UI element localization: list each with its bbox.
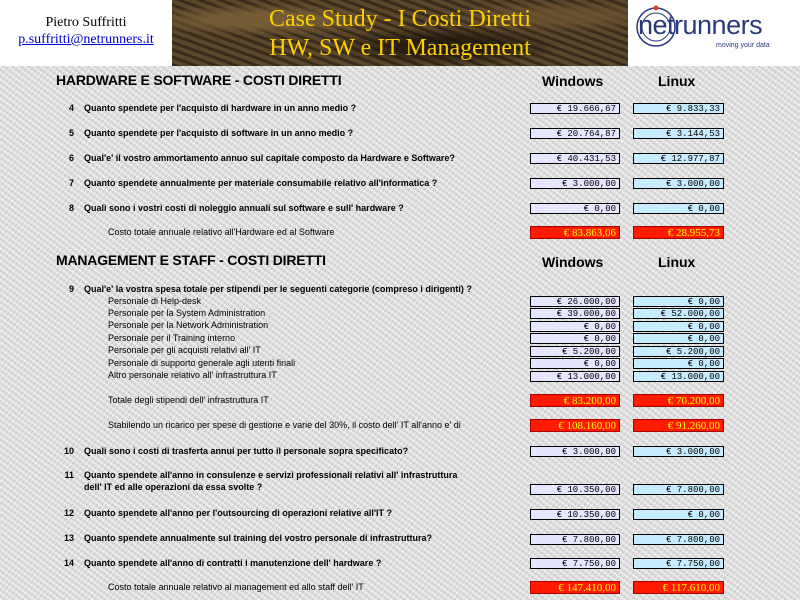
staff-helpdesk-linux[interactable]: € 0,00 (633, 296, 724, 307)
page-title: Case Study - I Costi Diretti (269, 6, 531, 32)
staff-acquisti-windows[interactable]: € 5.200,00 (530, 346, 620, 357)
stipendi-total-windows: € 83.200,00 (530, 394, 620, 407)
staff-sysadmin-windows[interactable]: € 39.000,00 (530, 308, 620, 319)
mgmt-q13-windows-value[interactable]: € 7.800,00 (530, 534, 620, 545)
question-text-continued: dell' IT ed alle operazioni da essa svolte ? (84, 482, 263, 492)
hw-q5-linux-value[interactable]: € 3.144,53 (633, 128, 724, 139)
author-name: Pietro Suffritti (45, 15, 127, 30)
staff-acquisti-linux[interactable]: € 5.200,00 (633, 346, 724, 357)
staff-altro-linux[interactable]: € 13.000,00 (633, 371, 724, 382)
question-text: Quali sono i costi di trasferta annui per tutto il personale sopra specificato? (84, 446, 409, 456)
staff-label: Personale di Help-desk (108, 296, 202, 306)
title-banner (172, 0, 628, 66)
staff-sysadmin-linux[interactable]: € 52.000,00 (633, 308, 724, 319)
mgmt-q10-linux-value[interactable]: € 3.000,00 (633, 446, 724, 457)
mgmt-total-linux: € 117.610,00 (633, 581, 724, 594)
question-text: Quanto spendete all'anno in consulenze e servizi professionali relativi all' infrastruttura (84, 470, 458, 480)
mgmt-q14-windows-value[interactable]: € 7.750,00 (530, 558, 620, 569)
question-number: 9 (68, 284, 74, 294)
hw-q8-linux-value[interactable]: € 0,00 (633, 203, 724, 214)
staff-label: Personale di supporto generale agli utenti finali (108, 358, 296, 368)
staff-altro-windows[interactable]: € 13.000,00 (530, 371, 620, 382)
mgmt-q13-linux-value[interactable]: € 7.800,00 (633, 534, 724, 545)
mgmt-col-linux: Linux (658, 254, 696, 270)
question-number: 5 (68, 128, 74, 138)
mgmt-q12-windows-value[interactable]: € 10.350,00 (530, 509, 620, 520)
hw-q7-windows-value[interactable]: € 3.000,00 (530, 178, 620, 189)
question-number: 10 (63, 446, 74, 456)
staff-supporto-windows[interactable]: € 0,00 (530, 358, 620, 369)
ricarico-total-windows: € 108.160,00 (530, 419, 620, 432)
question-text: Quanto spendete annualmente per materiale consumabile relativo all'informatica ? (84, 178, 438, 188)
staff-label: Personale per gli acquisti relativi all' IT (108, 345, 261, 355)
logo-tagline: moving your data (716, 42, 770, 49)
hw-q6-windows-value[interactable]: € 40.431,53 (530, 153, 620, 164)
staff-netadmin-windows[interactable]: € 0,00 (530, 321, 620, 332)
hw-col-windows: Windows (542, 73, 604, 89)
staff-label: Altro personale relativo all' infrastruttura IT (108, 370, 277, 380)
hw-q5-windows-value[interactable]: € 20.764,87 (530, 128, 620, 139)
hw-section-title: HARDWARE E SOFTWARE - COSTI DIRETTI (56, 72, 342, 88)
staff-supporto-linux[interactable]: € 0,00 (633, 358, 724, 369)
hw-total-label: Costo totale annuale relativo all'Hardware ed al Software (108, 227, 335, 237)
author-box (0, 0, 172, 66)
staff-label: Personale per il Training interno (108, 333, 236, 343)
author-email-link[interactable]: p.suffritti@netrunners.it (18, 32, 154, 47)
staff-training-linux[interactable]: € 0,00 (633, 333, 724, 344)
stipendi-total-label: Totale degli stipendi dell' infrastruttura IT (108, 395, 269, 405)
hw-q6-linux-value[interactable]: € 12.977,87 (633, 153, 724, 164)
question-text: Qual'e' il vostro ammortamento annuo sul capitale composto da Hardware e Software? (84, 153, 455, 163)
question-number: 7 (68, 178, 74, 188)
hw-q8-windows-value[interactable]: € 0,00 (530, 203, 620, 214)
hw-q7-linux-value[interactable]: € 3.000,00 (633, 178, 724, 189)
ricarico-total-linux: € 91.260,00 (633, 419, 724, 432)
question-number: 4 (68, 103, 74, 113)
hw-total-windows: € 83.863,06 (530, 226, 620, 239)
question-text: Quanto spendete annualmente sul training del vostro personale di infrastruttura? (84, 533, 433, 543)
hw-total-linux: € 28.955,73 (633, 226, 724, 239)
mgmt-q12-linux-value[interactable]: € 0,00 (633, 509, 724, 520)
question-text: Quanto spendete per l'acquisto di software in un anno medio ? (84, 128, 354, 138)
stipendi-total-linux: € 70.200,00 (633, 394, 724, 407)
logo (628, 0, 800, 66)
question-text: Quali sono i vostri costi di noleggio annuali sul software e sull' hardware ? (84, 203, 404, 213)
question-number: 13 (63, 533, 74, 543)
question-text: Quanto spendete all'anno per l'outsourcing di operazioni relative all'IT ? (84, 508, 392, 518)
question-text: Quanto spendete all'anno di contratti i manutenzione dell' hardware ? (84, 558, 382, 568)
mgmt-total-label: Costo totale annuale relativo al management ed allo staff dell' IT (108, 582, 364, 592)
hw-col-linux: Linux (658, 73, 696, 89)
staff-netadmin-linux[interactable]: € 0,00 (633, 321, 724, 332)
logo-text: netrunners (638, 10, 763, 40)
mgmt-total-windows: € 147.410,00 (530, 581, 620, 594)
mgmt-q11-linux-value[interactable]: € 7.800,00 (633, 484, 724, 495)
mgmt-q11-windows-value[interactable]: € 10.350,00 (530, 484, 620, 495)
question-text: Qual'e' la vostra spesa totale per stipendi per le seguenti categorie (compreso i dirigenti) ? (84, 284, 472, 294)
ricarico-label: Stabilendo un ricarico per spese di gestione e varie del 30%, il costo dell' IT all'anno e' di (108, 420, 461, 430)
question-number: 6 (68, 153, 74, 163)
hw-q4-windows-value[interactable]: € 19.666,67 (530, 103, 620, 114)
mgmt-q10-windows-value[interactable]: € 3.000,00 (530, 446, 620, 457)
question-number: 12 (63, 508, 74, 518)
staff-label: Personale per la System Administration (108, 308, 266, 318)
staff-label: Personale per la Network Administration (108, 320, 269, 330)
staff-training-windows[interactable]: € 0,00 (530, 333, 620, 344)
hw-q4-linux-value[interactable]: € 9.833,33 (633, 103, 724, 114)
question-number: 11 (64, 470, 74, 480)
mgmt-q14-linux-value[interactable]: € 7.750,00 (633, 558, 724, 569)
question-text: Quanto spendete per l'acquisto di hardware in un anno medio ? (84, 103, 357, 113)
mgmt-section-title: MANAGEMENT E STAFF - COSTI DIRETTI (56, 252, 326, 268)
question-number: 14 (63, 558, 74, 568)
page-subtitle: HW, SW e IT Management (269, 35, 531, 61)
question-number: 8 (68, 203, 74, 213)
staff-helpdesk-windows[interactable]: € 26.000,00 (530, 296, 620, 307)
mgmt-col-windows: Windows (542, 254, 604, 270)
